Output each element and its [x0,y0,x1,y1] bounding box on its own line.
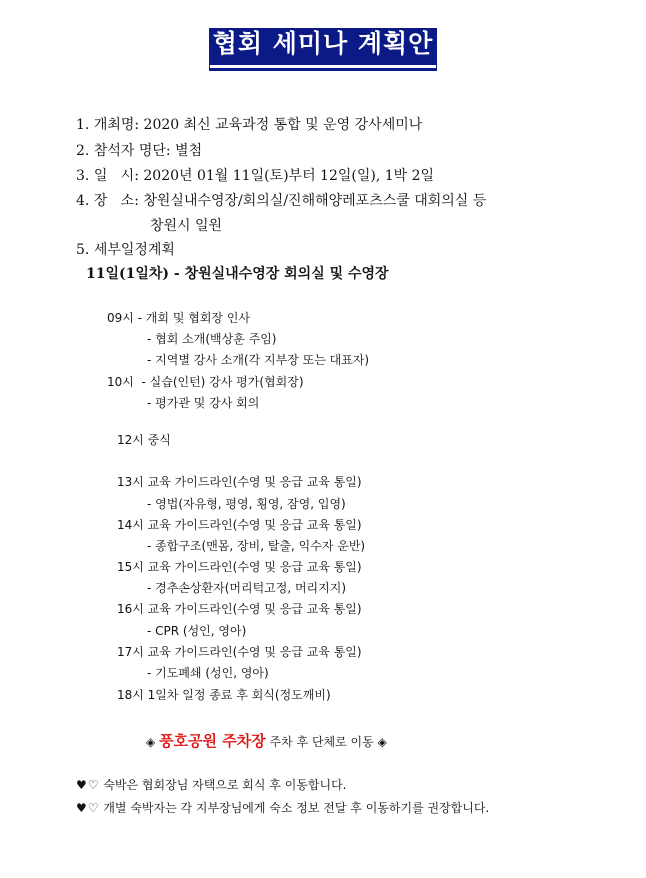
info-item-venue [76,192,486,210]
info-item-venue-cont [150,217,222,235]
move-text: 주차 후 단체로 이동 [269,735,374,749]
schedule-line: - 협회 소개(백상훈 주임) [147,332,277,346]
note-text: 숙박은 협회장님 자택으로 회식 후 이동합니다. [103,778,347,792]
info-text: 참석자 명단: 별첨 [93,143,203,159]
schedule-line: - 평가관 및 강사 회의 [147,396,260,410]
schedule-line: - 기도폐쇄 (성인, 영아) [147,666,269,680]
info-number: 2. [76,143,90,159]
info-item-schedule [76,241,175,259]
info-item-attendees [76,142,202,160]
info-number: 4. [76,193,90,209]
schedule-line: 17시 교육 가이드라인(수영 및 응급 교육 통일) [117,645,362,659]
schedule-line: - 종합구조(맨몸, 장비, 탈출, 익수자 운반) [147,539,366,553]
day-heading: 11일(1일차) - 창원실내수영장 회의실 및 수영장 [86,266,389,282]
info-item-name [76,116,422,134]
info-text: 일 시: 2020년 01월 11일(토)부터 12일(일), 1박 2일 [93,168,435,184]
info-text: 개최명: 2020 최신 교육과정 통합 및 운영 강사세미나 [93,117,423,133]
schedule-line: 16시 교육 가이드라인(수영 및 응급 교육 통일) [117,602,362,616]
info-item-datetime [76,167,434,185]
info-text: 장 소: 창원실내수영장/회의실/진해해양레포츠스쿨 대회의실 등 [93,193,487,209]
note-text: 개별 숙박자는 각 지부장님에게 숙소 정보 전달 후 이동하기를 권장합니다. [103,801,490,815]
page-title: 협회 세미나 계획안 [209,28,438,65]
schedule-line: - 지역별 강사 소개(각 지부장 또는 대표자) [147,353,370,367]
heart-icon: ♥♡ [76,778,100,792]
info-text: 창원시 일원 [150,218,223,234]
schedule-line: - CPR (성인, 영아) [147,624,247,638]
schedule-line: 10시 - 실습(인턴) 강사 평가(협회장) [107,375,304,389]
heart-icon: ♥♡ [76,801,100,815]
schedule-line: - 영법(자유형, 평영, 횡영, 잠영, 입영) [147,497,346,511]
schedule-line: 18시 1일차 일정 종료 후 회식(정도깨비) [117,688,331,702]
info-number: 5. [76,242,90,258]
schedule-line: 13시 교육 가이드라인(수영 및 응급 교육 통일) [117,475,362,489]
info-number: 3. [76,168,90,184]
note-line [76,800,489,816]
schedule-line: - 경추손상환자(머리턱고정, 머리지지) [147,581,347,595]
diamond-icon: ◈ [377,735,387,749]
parking-highlight: 풍호공원 주차장 [159,732,266,750]
info-text: 세부일정계획 [93,242,175,258]
note-line [76,777,346,793]
info-number: 1. [76,117,90,133]
move-instruction [146,731,387,752]
diamond-icon: ◈ [146,735,156,749]
schedule-line: 12시 중식 [117,433,171,447]
schedule-line: 14시 교육 가이드라인(수영 및 응급 교육 통일) [117,518,362,532]
schedule-line: 09시 - 개회 및 협회장 인사 [107,311,251,325]
title-area [0,28,646,65]
schedule-line: 15시 교육 가이드라인(수영 및 응급 교육 통일) [117,560,362,574]
